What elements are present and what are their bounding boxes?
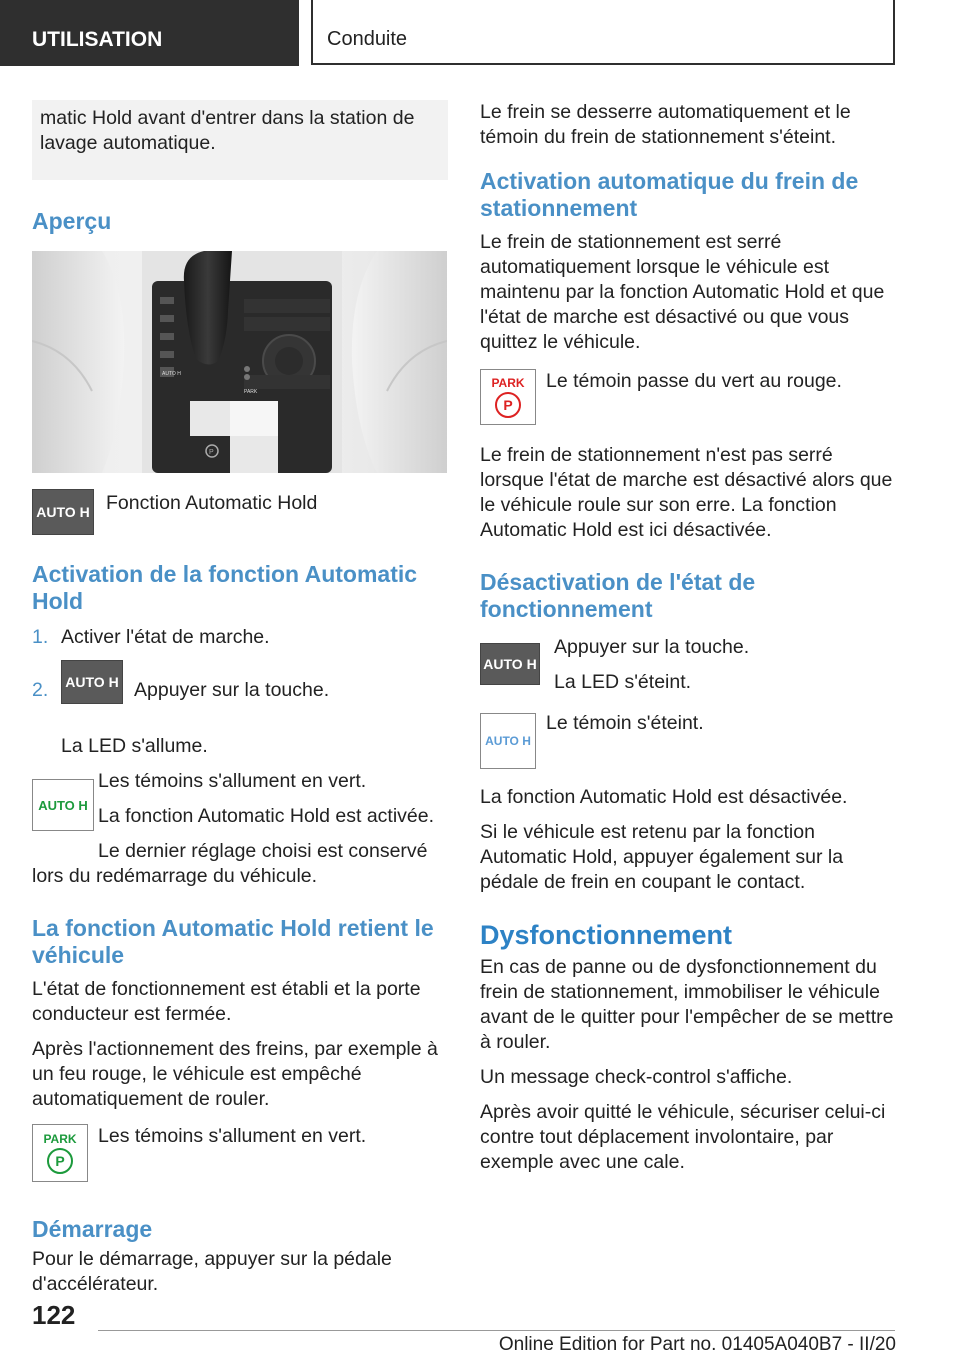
last-setting-text: Le dernier réglage choisi est conservé lors du redémarrage du véhicule. (32, 840, 428, 887)
section-title: UTILISATION (32, 28, 163, 51)
auto-h-indicator-icon: AUTO H (32, 779, 94, 831)
retain-text-1: L'état de fonctionnement est établi et la porte conducteur est fermée. (32, 978, 421, 1025)
malfunction-text-2: Un message check-control s'affiche. (480, 1066, 793, 1088)
page-number: 122 (32, 1300, 76, 1330)
auto-h-caption-row (32, 489, 448, 539)
held-text: Si le véhicule est retenu par la fonction Automatic Hold, appuyer également sur la pédale de frein en coupant le contact. (480, 821, 844, 893)
auto-h-button-icon: AUTO H (61, 660, 123, 704)
step-2 (32, 660, 448, 724)
step-text: Appuyer sur la touche. (134, 679, 330, 701)
demarrage-text: Pour le démarrage, appuyer sur la pédale d'accélérateur. (32, 1248, 392, 1295)
auto-park-text: Le frein de stationnement est serré automatiquement lorsque le véhicule est maintenu par la fonction Automatic Hold et que l'état de marche est désactivé ou que vous quittez le véhicule. (480, 231, 885, 353)
step-number: 2. (32, 679, 49, 701)
indicator-row (32, 769, 448, 829)
park-p-icon: P (47, 1148, 73, 1174)
green-red-text: Le témoin passe du vert au rouge. (546, 370, 842, 392)
edition-text: Online Edition for Part no. 01405A040B7 - II/20 (498, 1334, 896, 1355)
retain-text-2: Après l'actionnement des freins, par exemple à un feu rouge, le véhicule est empêché automatiquement de rouler. (32, 1038, 438, 1110)
press-button-text: Appuyer sur la touche. (554, 636, 750, 658)
auto-h-button-icon: AUTO H (480, 643, 540, 685)
deactivation-heading: Désactivation de l'état de fonctionnement (480, 569, 756, 622)
console-illustration (32, 251, 447, 473)
auto-hold-deactivated-text: La fonction Automatic Hold est désactivée. (480, 786, 848, 808)
indicator-off-text: Le témoin s'éteint. (546, 712, 704, 734)
malfunction-text-3: Après avoir quitté le véhicule, sécuriser celui-ci contre tout déplacement involontaire, par exemple avec une cale. (480, 1101, 886, 1173)
activation-heading: Activation de la fonction Automatic Hold (32, 561, 418, 614)
right-column (480, 100, 896, 1185)
retain-heading: La fonction Automatic Hold retient le véhicule (32, 915, 434, 968)
led-on-text: La LED s'allume. (61, 735, 208, 757)
left-column (32, 100, 448, 1307)
auto-h-button-icon: AUTO H (32, 489, 94, 535)
step-text: Activer l'état de marche. (61, 626, 270, 648)
indicator-off-row (480, 711, 896, 771)
indicators-on-text: Les témoins s'allument en vert. (98, 770, 367, 792)
chapter-title: Conduite (327, 28, 408, 50)
photo-auto-h-label: AUTO H (162, 371, 181, 377)
apercu-heading: Aperçu (32, 208, 112, 234)
park-indicator-icon: PARK P (32, 1124, 88, 1182)
auto-park-heading: Activation automatique du frein de stationnement (480, 168, 859, 221)
photo-park-label: PARK (244, 389, 258, 395)
step-number: 1. (32, 626, 49, 648)
auto-hold-activated-text: La fonction Automatic Hold est activée. (98, 805, 435, 827)
step-1 (32, 625, 448, 650)
section-tab (0, 0, 299, 66)
console-photo (32, 251, 447, 473)
note-text: matic Hold avant d'entrer dans la station de lavage automatique. (40, 107, 415, 154)
release-text: Le frein se desserre automatiquement et le témoin du frein de stationnement s'éteint. (480, 101, 851, 148)
park-red-indicator-icon: PARK P (480, 369, 536, 425)
auto-h-caption: Fonction Automatic Hold (106, 492, 318, 514)
photo-p-label: P (209, 449, 214, 456)
deactivation-row (480, 635, 896, 695)
chapter-tab (311, 0, 895, 65)
led-off-text: La LED s'éteint. (554, 671, 692, 693)
auto-h-indicator-off-icon: AUTO H (480, 713, 536, 769)
not-applied-text: Le frein de stationnement n'est pas serré lorsque l'état de marche est désactivé alors que le véhicule roule sur son erre. La fonction Automatic Hold est ici désactivée. (480, 444, 893, 541)
park-indicator-row (32, 1124, 448, 1184)
malfunction-text-1: En cas de panne ou de dysfonctionnement du frein de stationnement, immobiliser le véhicule avant de le quitter pour l'empêcher de se mettre à rouler. (480, 956, 894, 1053)
demarrage-heading: Démarrage (32, 1216, 153, 1242)
park-indicators-text: Les témoins s'allument en vert. (98, 1125, 367, 1147)
footer-divider (98, 1330, 895, 1331)
note-box (32, 100, 448, 180)
activation-steps (32, 625, 448, 724)
park-p-icon: P (495, 392, 521, 418)
park-red-row (480, 369, 896, 429)
malfunction-heading: Dysfonctionnement (480, 920, 733, 950)
